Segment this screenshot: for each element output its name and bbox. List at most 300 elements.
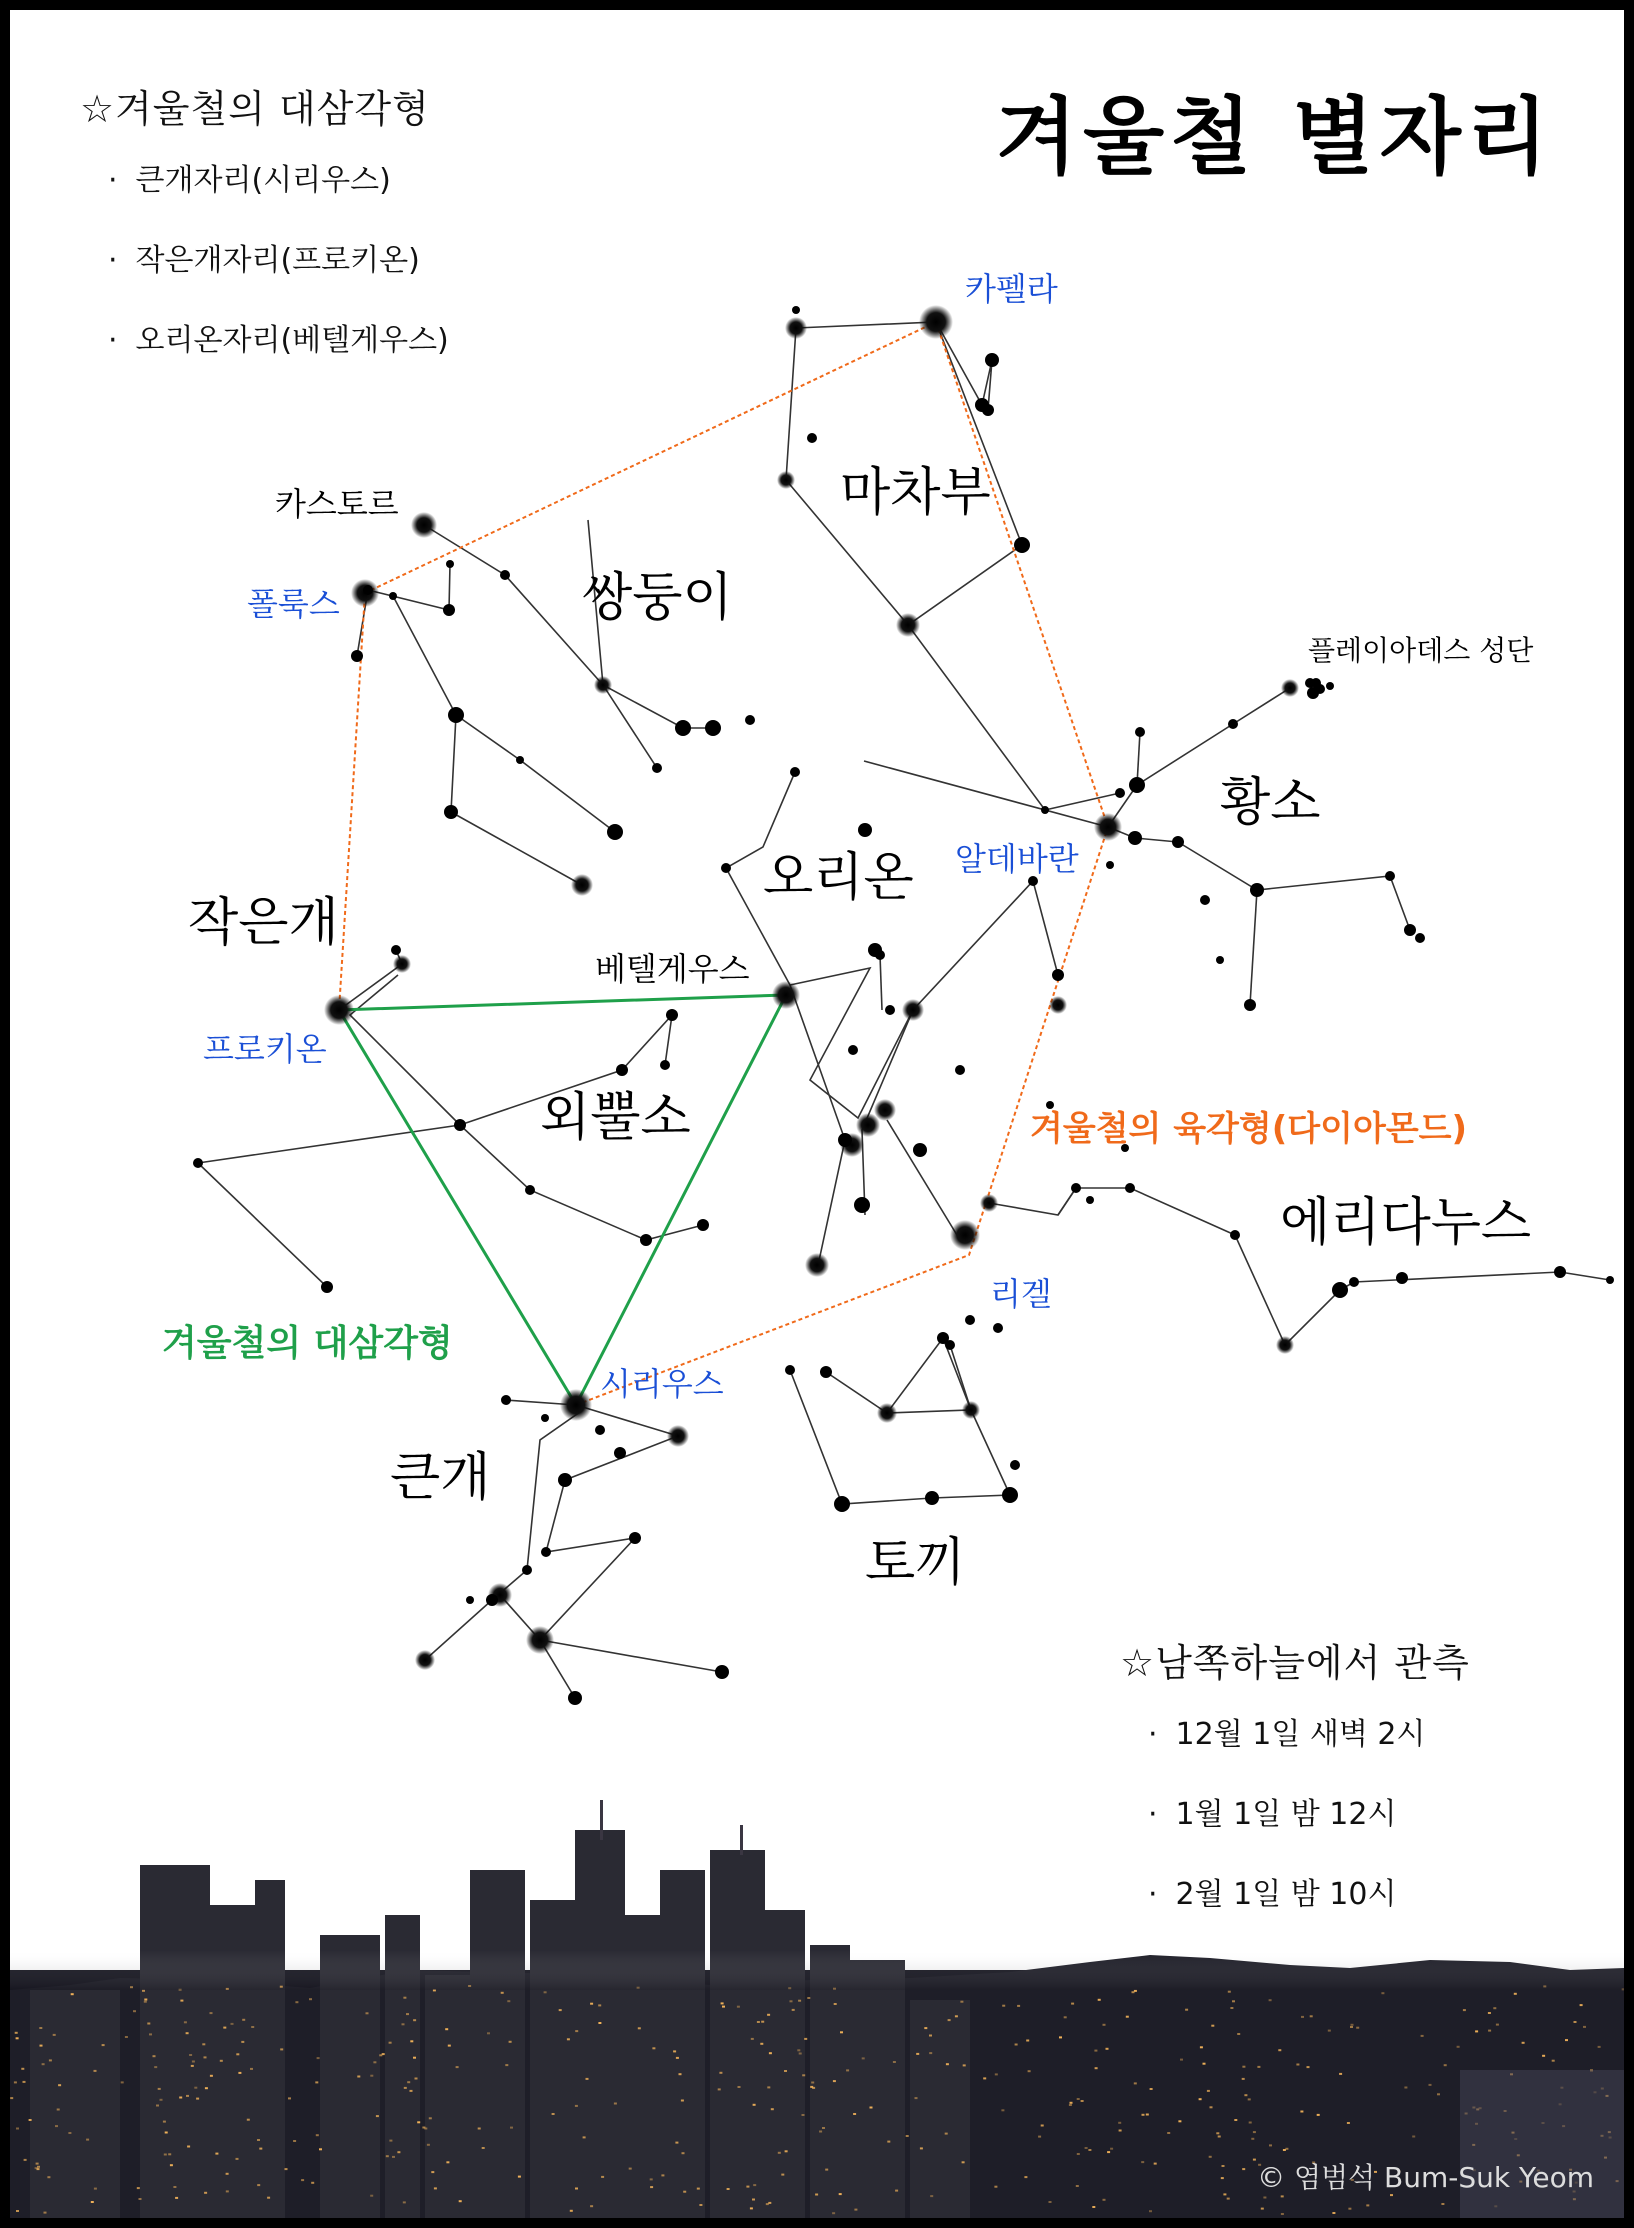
city-light: [1110, 2148, 1113, 2150]
city-light: [1307, 2066, 1310, 2068]
city-light: [288, 2097, 291, 2099]
city-light: [487, 2032, 490, 2034]
city-light: [163, 2121, 166, 2123]
city-light: [544, 1991, 547, 1993]
city-light: [946, 2063, 949, 2065]
page-title: 겨울철 별자리: [995, 88, 1554, 186]
city-light: [507, 2000, 510, 2002]
city-light: [413, 2019, 416, 2021]
city-light: [1493, 2007, 1496, 2009]
city-light: [1242, 2078, 1245, 2080]
city-light: [53, 2034, 56, 2036]
city-light: [1339, 2073, 1342, 2075]
city-light: [236, 2053, 239, 2055]
city-light: [47, 2176, 50, 2178]
city-light: [1142, 2114, 1145, 2116]
city-light: [1488, 2030, 1491, 2032]
city-light: [518, 2176, 521, 2178]
star: [805, 1253, 829, 1277]
star: [982, 404, 994, 416]
city-light: [257, 2139, 260, 2141]
city-light: [1081, 2100, 1084, 2102]
star: [807, 433, 817, 443]
star: [962, 1401, 980, 1419]
city-light: [1310, 2015, 1313, 2017]
city-light: [175, 2197, 178, 2199]
city-light: [924, 2027, 927, 2029]
label-rigel: 리겔: [990, 1275, 1052, 1313]
city-light: [1441, 2203, 1444, 2205]
star: [660, 1060, 670, 1070]
orion-lines: [887, 1120, 960, 1240]
star: [1046, 1101, 1054, 1109]
city-light: [719, 2072, 722, 2074]
star: [950, 1220, 980, 1250]
observation-notes: [1120, 1632, 1470, 1949]
city-light: [601, 2176, 604, 2178]
list-item: · 12월 1일 새벽 2시: [1148, 1709, 1470, 1753]
city-light: [675, 2142, 678, 2144]
city-light: [559, 2009, 562, 2011]
city-light: [760, 2043, 763, 2045]
city-light: [697, 2188, 700, 2190]
city-light: [1230, 2007, 1233, 2009]
city-light: [1574, 2021, 1577, 2023]
city-light: [1132, 1991, 1135, 1993]
star: [1276, 1336, 1294, 1354]
city-light: [811, 2082, 814, 2084]
city-light: [718, 2088, 721, 2090]
city-light: [590, 2205, 593, 2207]
city-light: [1356, 2027, 1359, 2029]
city-light: [746, 2186, 749, 2188]
star: [568, 1691, 582, 1705]
city-light: [1253, 2159, 1256, 2161]
city-light: [1488, 2012, 1491, 2014]
star: [980, 1194, 998, 1212]
city-light: [1328, 2030, 1331, 2032]
city-light: [1301, 2016, 1304, 2018]
city-light: [1251, 2138, 1254, 2140]
star: [616, 1064, 628, 1076]
city-light: [1126, 2016, 1129, 2018]
star: [913, 1143, 927, 1157]
city-light: [575, 2030, 578, 2032]
city-light: [676, 2057, 679, 2059]
city-light: [1457, 2046, 1460, 2048]
city-light: [478, 2128, 481, 2130]
city-light: [86, 2139, 89, 2141]
star: [1281, 679, 1299, 697]
city-light: [778, 2152, 781, 2154]
star: [324, 995, 354, 1025]
star: [666, 1009, 678, 1021]
city-light: [887, 2141, 890, 2143]
city-light: [147, 2023, 150, 2025]
city-light: [1167, 2132, 1170, 2134]
city-light: [567, 2038, 570, 2040]
city-light: [505, 2064, 508, 2066]
star: [965, 1315, 975, 1325]
star: [721, 863, 731, 873]
label-taurus: 황소: [1220, 773, 1321, 833]
star: [854, 1197, 870, 1213]
city-light: [737, 2006, 740, 2008]
city-light: [792, 2009, 795, 2011]
city-light: [761, 2021, 764, 2023]
city-light: [285, 2168, 288, 2170]
star: [675, 720, 691, 736]
star-chart-page: [10, 10, 1624, 2218]
label-betelgeuse: 베텔게우스: [595, 950, 750, 988]
city-light: [1092, 2206, 1095, 2208]
city-light: [839, 2193, 842, 2195]
city-light: [226, 2190, 229, 2192]
city-light: [376, 2115, 379, 2117]
label-procyon: 프로키온: [203, 1030, 327, 1068]
city-light: [1118, 2122, 1121, 2124]
city-light: [16, 2128, 19, 2130]
city-light: [392, 2156, 395, 2158]
star: [1125, 1183, 1135, 1193]
city-light: [1463, 2009, 1466, 2011]
city-light: [404, 2087, 407, 2089]
star: [526, 1626, 554, 1654]
city-light: [202, 2043, 205, 2045]
city-light: [1150, 2088, 1153, 2090]
label-monoceros: 외뿔소: [540, 1088, 691, 1148]
city-light: [509, 2041, 512, 2043]
label-pleiades: 플레이아데스 성단: [1308, 634, 1534, 667]
city-light: [192, 2061, 195, 2063]
star: [415, 1650, 435, 1670]
label-winter-triangle: 겨울철의 대삼각형: [162, 1323, 453, 1364]
star: [705, 720, 721, 736]
orion-lines: [790, 985, 845, 1270]
city-light: [804, 2038, 807, 2040]
city-light: [638, 2027, 641, 2029]
city-light: [846, 2069, 849, 2071]
city-light: [1598, 2046, 1601, 2048]
city-light: [231, 2023, 234, 2025]
star: [1135, 727, 1145, 737]
city-light: [1119, 2130, 1122, 2132]
city-light: [316, 2134, 319, 2136]
city-light: [315, 2081, 318, 2083]
star: [193, 1158, 203, 1168]
city-light: [1134, 2082, 1137, 2084]
city-light: [650, 2178, 653, 2180]
city-light: [71, 1993, 74, 1995]
city-light: [1228, 1991, 1231, 1993]
city-light: [91, 2201, 94, 2203]
star: [522, 1565, 532, 1575]
city-light: [317, 2057, 320, 2059]
city-light: [819, 2131, 822, 2133]
city-light: [825, 2169, 828, 2171]
city-light: [1216, 2132, 1219, 2134]
star: [1129, 777, 1145, 793]
city-light: [168, 2153, 171, 2155]
city-light: [1218, 2136, 1221, 2138]
city-light: [21, 2068, 24, 2070]
city-light: [822, 2127, 825, 2129]
city-light: [402, 2023, 405, 2025]
city-light: [1278, 2049, 1281, 2051]
city-light: [1017, 2005, 1020, 2007]
star: [1385, 871, 1395, 881]
city-light: [164, 2154, 167, 2156]
star: [1228, 719, 1238, 729]
city-light: [1015, 2044, 1018, 2046]
city-light: [406, 2013, 409, 2015]
city-light: [722, 2006, 725, 2008]
city-light: [769, 2052, 772, 2054]
taurus-lines: [1250, 890, 1257, 1005]
city-light: [1269, 1999, 1272, 2001]
star: [790, 767, 800, 777]
monoceros-lines: [350, 975, 460, 1125]
city-light: [39, 2027, 42, 2029]
star: [993, 1323, 1003, 1333]
star: [363, 585, 373, 595]
city-light: [598, 2022, 601, 2024]
gemini-lines: [393, 596, 615, 832]
city-light: [446, 2161, 449, 2163]
city-light: [154, 2066, 157, 2068]
star: [896, 613, 920, 637]
city-light: [153, 2055, 156, 2057]
city-light: [242, 2019, 245, 2021]
city-light: [186, 2032, 189, 2034]
star: [558, 1473, 572, 1487]
city-light: [1234, 2119, 1237, 2121]
city-light: [1242, 2066, 1245, 2068]
city-light: [1350, 2026, 1353, 2028]
star: [715, 1665, 729, 1679]
city-light: [1103, 2024, 1106, 2026]
city-light: [180, 2000, 183, 2002]
city-light: [1237, 2033, 1240, 2035]
star: [594, 676, 612, 694]
star: [1349, 1277, 1359, 1287]
city-light: [893, 2061, 896, 2063]
star: [945, 1340, 955, 1350]
city-light: [802, 2114, 805, 2116]
star: [321, 1281, 333, 1293]
city-light: [250, 2068, 253, 2070]
city-light: [1475, 2030, 1478, 2032]
city-light: [403, 2201, 406, 2203]
gemini-lines: [368, 564, 450, 610]
city-light: [1269, 2144, 1272, 2146]
city-light: [1207, 2090, 1210, 2092]
city-light: [955, 2015, 958, 2017]
city-light: [1421, 2035, 1424, 2037]
city-light: [1381, 1992, 1384, 1994]
city-light: [238, 2072, 241, 2074]
city-light: [1300, 2111, 1303, 2113]
star: [500, 570, 510, 580]
city-light: [799, 2053, 802, 2055]
monoceros-lines: [198, 1163, 327, 1287]
city-light: [379, 2054, 382, 2056]
city-light: [1223, 2193, 1226, 2195]
winter-triangle-notes: [80, 78, 449, 395]
label-aldebaran: 알데바란: [955, 840, 1079, 878]
city-light: [1283, 2149, 1286, 2151]
city-light: [1347, 2122, 1350, 2124]
lepus-lines: [887, 1338, 971, 1413]
lepus-lines: [950, 1345, 971, 1410]
city-light: [179, 2097, 182, 2099]
label-winter-hexagon: 겨울철의 육각형(다이아몬드): [1030, 1109, 1468, 1149]
city-light: [427, 2144, 430, 2146]
star: [640, 1234, 652, 1246]
city-light: [55, 2125, 58, 2127]
city-light: [160, 2099, 163, 2101]
city-light: [210, 2075, 213, 2077]
star: [820, 1366, 832, 1378]
city-light: [194, 2087, 197, 2089]
city-light: [170, 2164, 173, 2166]
city-light: [948, 2019, 951, 2021]
star: [391, 945, 401, 955]
city-light: [386, 2155, 389, 2157]
city-light: [1261, 2208, 1264, 2210]
star: [1172, 836, 1184, 848]
star: [745, 715, 755, 725]
city-light: [1348, 2208, 1351, 2210]
city-light: [125, 2036, 128, 2038]
city-light: [1257, 2066, 1260, 2068]
star: [351, 650, 363, 662]
city-light: [767, 2014, 770, 2016]
city-light: [259, 2148, 262, 2150]
list-item: · 오리온자리(베텔게우스): [108, 315, 449, 359]
city-light: [58, 2084, 61, 2086]
city-light: [389, 2140, 392, 2142]
city-light: [945, 2133, 948, 2135]
city-light: [766, 2203, 769, 2205]
city-light: [15, 2032, 18, 2034]
orion-lines: [726, 772, 1058, 1118]
city-light: [1103, 2199, 1106, 2201]
city-light: [142, 1990, 145, 1992]
city-light: [40, 2045, 43, 2047]
city-light: [510, 2127, 513, 2129]
city-light: [1429, 2084, 1432, 2086]
star: [785, 317, 807, 339]
star: [925, 1491, 939, 1505]
list-item: · 작은개자리(프로키온): [108, 235, 449, 279]
star: [1230, 1230, 1240, 1240]
city-light: [895, 2190, 898, 2192]
city-light: [370, 2075, 373, 2077]
city-light: [293, 2140, 296, 2142]
city-light: [1542, 2055, 1545, 2057]
star: [1071, 1183, 1081, 1193]
lepus-lines: [790, 1370, 1010, 1504]
city-light: [812, 2087, 815, 2089]
city-light: [1296, 2064, 1299, 2066]
star: [541, 1547, 551, 1557]
city-light: [257, 2184, 260, 2186]
city-light: [586, 2078, 589, 2080]
star: [877, 1403, 897, 1423]
label-lepus: 토끼: [865, 1533, 966, 1593]
star: [448, 707, 464, 723]
star: [697, 1219, 709, 1231]
city-light: [1002, 2005, 1005, 2007]
city-light: [149, 2033, 152, 2035]
city-light: [1154, 2163, 1157, 2165]
city-light: [1221, 2177, 1224, 2179]
city-light: [1077, 2153, 1080, 2155]
city-light: [1583, 2026, 1586, 2028]
star: [1200, 895, 1210, 905]
city-light: [1522, 2042, 1525, 2044]
city-light: [1580, 2004, 1583, 2006]
city-light: [42, 2063, 45, 2065]
city-light: [1203, 2063, 1206, 2065]
city-light: [165, 2132, 168, 2134]
star: [874, 1099, 896, 1121]
label-gemini: 쌍둥이: [582, 568, 733, 628]
city-light: [1094, 2050, 1097, 2052]
city-light: [1049, 2201, 1052, 2203]
star: [652, 763, 662, 773]
city-light: [241, 2041, 244, 2043]
star: [541, 1414, 549, 1422]
city-light: [752, 2199, 755, 2201]
city-light: [753, 2184, 756, 2186]
city-light: [1351, 2024, 1354, 2026]
star: [902, 999, 924, 1021]
city-light: [570, 2210, 573, 2212]
city-light: [682, 2152, 685, 2154]
city-light: [840, 2031, 843, 2033]
city-light: [187, 2146, 190, 2148]
city-light: [417, 2121, 420, 2123]
city-light: [833, 2080, 836, 2082]
city-light: [1041, 2125, 1044, 2127]
city-light: [598, 2004, 601, 2006]
city-light: [798, 2000, 801, 2002]
city-light: [1552, 2060, 1555, 2062]
star: [772, 981, 800, 1009]
star: [792, 306, 800, 314]
city-light: [309, 1998, 312, 2000]
star: [516, 756, 524, 764]
star: [444, 805, 458, 819]
city-light: [960, 2001, 963, 2003]
star: [834, 1496, 850, 1512]
city-light: [1070, 2102, 1073, 2104]
star: [858, 823, 872, 837]
city-light: [1199, 2098, 1202, 2100]
city-light: [661, 2174, 664, 2176]
city-light: [68, 2132, 71, 2134]
city-light: [431, 2171, 434, 2173]
city-light: [407, 2081, 410, 2083]
gemini-lines: [588, 520, 657, 768]
star: [1396, 1272, 1408, 1284]
star: [571, 874, 593, 896]
star: [466, 1596, 474, 1604]
star: [1094, 813, 1122, 841]
city-light: [1085, 2147, 1088, 2149]
